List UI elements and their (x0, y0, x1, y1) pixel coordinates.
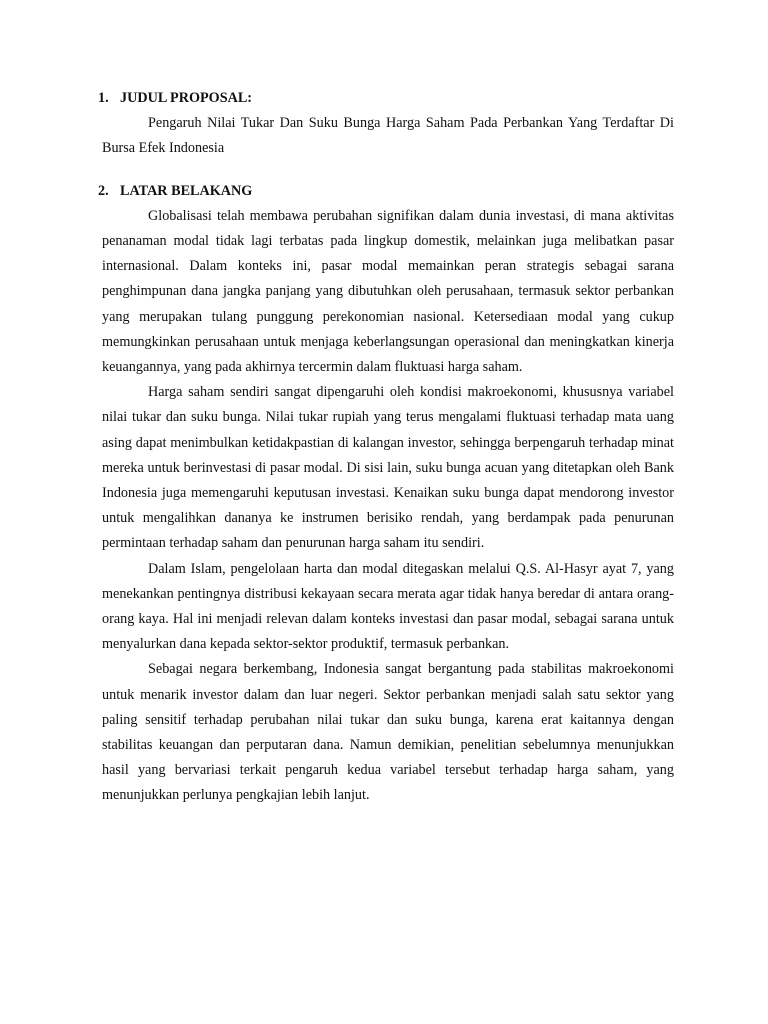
document-body (98, 86, 674, 809)
paragraph: Dalam Islam, pengelolaan harta dan modal ditegaskan melalui Q.S. Al-Hasyr ayat 7, yang menekankan pentingnya distribusi kekayaan secara merata agar tidak hanya beredar di antara orang-orang kaya. Hal ini menjadi relevan dalam konteks investasi dan pasar modal, sebagai sarana untuk menyalurkan dana kepada sektor-sektor produktif, termasuk perbankan. (102, 560, 674, 653)
section-number: 2. (98, 182, 109, 199)
section-number: 1. (98, 90, 109, 106)
paragraph: Pengaruh Nilai Tukar Dan Suku Bunga Harga Saham Pada Perbankan Yang Terdaftar Di Bursa Efek Indonesia (102, 115, 674, 157)
section-judul-proposal (98, 86, 674, 162)
paragraph: Sebagai negara berkembang, Indonesia sangat bergantung pada stabilitas makroekonomi untuk menarik investor dalam dan luar negeri. Sektor perbankan menjadi salah satu sektor yang paling sensitif terhadap perubahan nilai tukar dan suku bunga, karena erat kaitannya dengan stabilitas keuangan dan perputaran dana. Namun demikian, penelitian sebelumnya menunjukkan hasil yang bervariasi terkait pengaruh kedua variabel tersebut terhadap harga saham, yang menunjukkan perlunya pengkajian lebih lanjut. (102, 661, 674, 804)
section-heading (98, 86, 674, 111)
section-latar-belakang (98, 179, 674, 809)
section-title: LATAR BELAKANG (120, 182, 253, 199)
paragraph: Globalisasi telah membawa perubahan signifikan dalam dunia investasi, di mana aktivitas penanaman modal tidak lagi terbatas pada lingkup domestik, melainkan juga melibatkan pasar internasional. Dalam konteks ini, pasar modal memainkan peran strategis sebagai sarana penghimpunan dana jangka panjang yang dibutuhkan oleh perusahaan, termasuk sektor perbankan yang merupakan tulang punggung perekonomian nasional. Ketersediaan modal yang cukup memungkinkan perusahaan untuk menjaga keberlangsungan operasional dan meningkatkan kinerja keuangannya, yang pada akhirnya tercermin dalam fluktuasi harga saham. (102, 207, 674, 376)
paragraph: Harga saham sendiri sangat dipengaruhi oleh kondisi makroekonomi, khususnya variabel nilai tukar dan suku bunga. Nilai tukar rupiah yang terus mengalami fluktuasi terhadap mata uang asing dapat menimbulkan ketidakpastian di kalangan investor, sehingga berpengaruh terhadap minat mereka untuk berinvestasi di pasar modal. Di sisi lain, suku bunga acuan yang ditetapkan oleh Bank Indonesia juga memengaruhi keputusan investasi. Kenaikan suku bunga dapat mendorong investor untuk mengalihkan dananya ke instrumen berisiko rendah, yang berdampak pada penurunan permintaan terhadap saham dan penurunan harga saham itu sendiri. (102, 384, 674, 552)
section-title: JUDUL PROPOSAL: (120, 90, 253, 106)
section-heading (98, 179, 674, 204)
